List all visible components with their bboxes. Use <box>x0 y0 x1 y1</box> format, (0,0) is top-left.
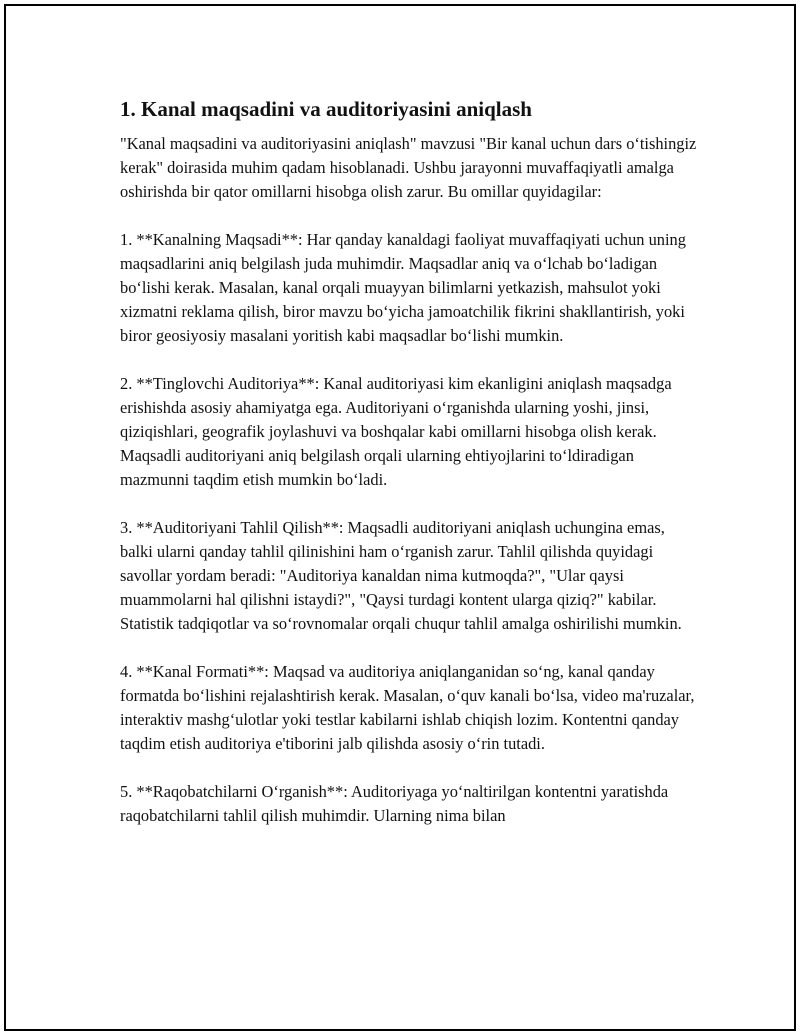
paragraph-intro: "Kanal maqsadini va auditoriyasini aniqlash" mavzusi "Bir kanal uchun dars o‘tishingiz kerak" doirasida muhim qadam hisoblanadi. Ushbu jarayonni muvaffaqiyatli amalga oshirishda bir qator omillarni hisobga olish zarur. Bu omillar quyidagilar: <box>120 134 697 201</box>
paragraph-raqobatchilar: 5. **Raqobatchilarni O‘rganish**: Auditoriyaga yo‘naltirilgan kontentni yaratishda raqobatchilarni tahlil qilish muhimdir. Ularning nima bilan <box>120 782 669 825</box>
section-heading: 1. Kanal maqsadini va auditoriyasini aniqlash <box>120 97 532 121</box>
paragraph-tinglovchi-auditoriya: 2. **Tinglovchi Auditoriya**: Kanal auditoriyasi kim ekanligini aniqlash maqsadga erishishda asosiy ahamiyatga ega. Auditoriyani o‘rganishda ularning yoshi, jinsi, qiziqishlari, geografik joylashuvi va boshqalar kabi omillarni hisobga olish kerak. Maqsadli auditoriyani aniq belgilash orqali ularning ehtiyojlarini to‘ldiradigan mazmunni taqdim etish mumkin bo‘ladi. <box>120 374 672 489</box>
document-page <box>4 4 796 1031</box>
document-body <box>120 94 700 828</box>
paragraph-kanal-maqsadi: 1. **Kanalning Maqsadi**: Har qanday kanaldagi faoliyat muvaffaqiyati uchun uning maqsadlarini aniq belgilash juda muhimdir. Maqsadlar aniq va o‘lchab bo‘ladigan bo‘lishi kerak. Masalan, kanal orqali muayyan bilimlarni yetkazish, mahsulot yoki xizmatni reklama qilish, biror mavzu bo‘yicha jamoatchilik fikrini shakllantirish, yoki biror geosiyosiy masalani yoritish kabi maqsadlar bo‘lishi mumkin. <box>120 230 686 345</box>
paragraph-auditoriya-tahlili: 3. **Auditoriyani Tahlil Qilish**: Maqsadli auditoriyani aniqlash uchungina emas, balki ularni qanday tahlil qilinishini ham o‘rganish zarur. Tahlil qilishda quyidagi savollar yordam beradi: "Auditoriya kanaldan nima kutmoqda?", "Ular qaysi muammolarni hal qilishni istaydi?", "Qaysi turdagi kontent ularga qiziq?" kabilar. Statistik tadqiqotlar va so‘rovnomalar orqali chuqur tahlil amalga oshirilishi mumkin. <box>120 518 682 633</box>
paragraph-kanal-formati: 4. **Kanal Formati**: Maqsad va auditoriya aniqlanganidan so‘ng, kanal qanday formatda bo‘lishini rejalashtirish kerak. Masalan, o‘quv kanali bo‘lsa, video ma'ruzalar, interaktiv mashg‘ulotlar yoki testlar kabilarni ishlab chiqish lozim. Kontentni qanday taqdim etish auditoriya e'tiborini jalb qilishda asosiy o‘rin tutadi. <box>120 662 695 753</box>
